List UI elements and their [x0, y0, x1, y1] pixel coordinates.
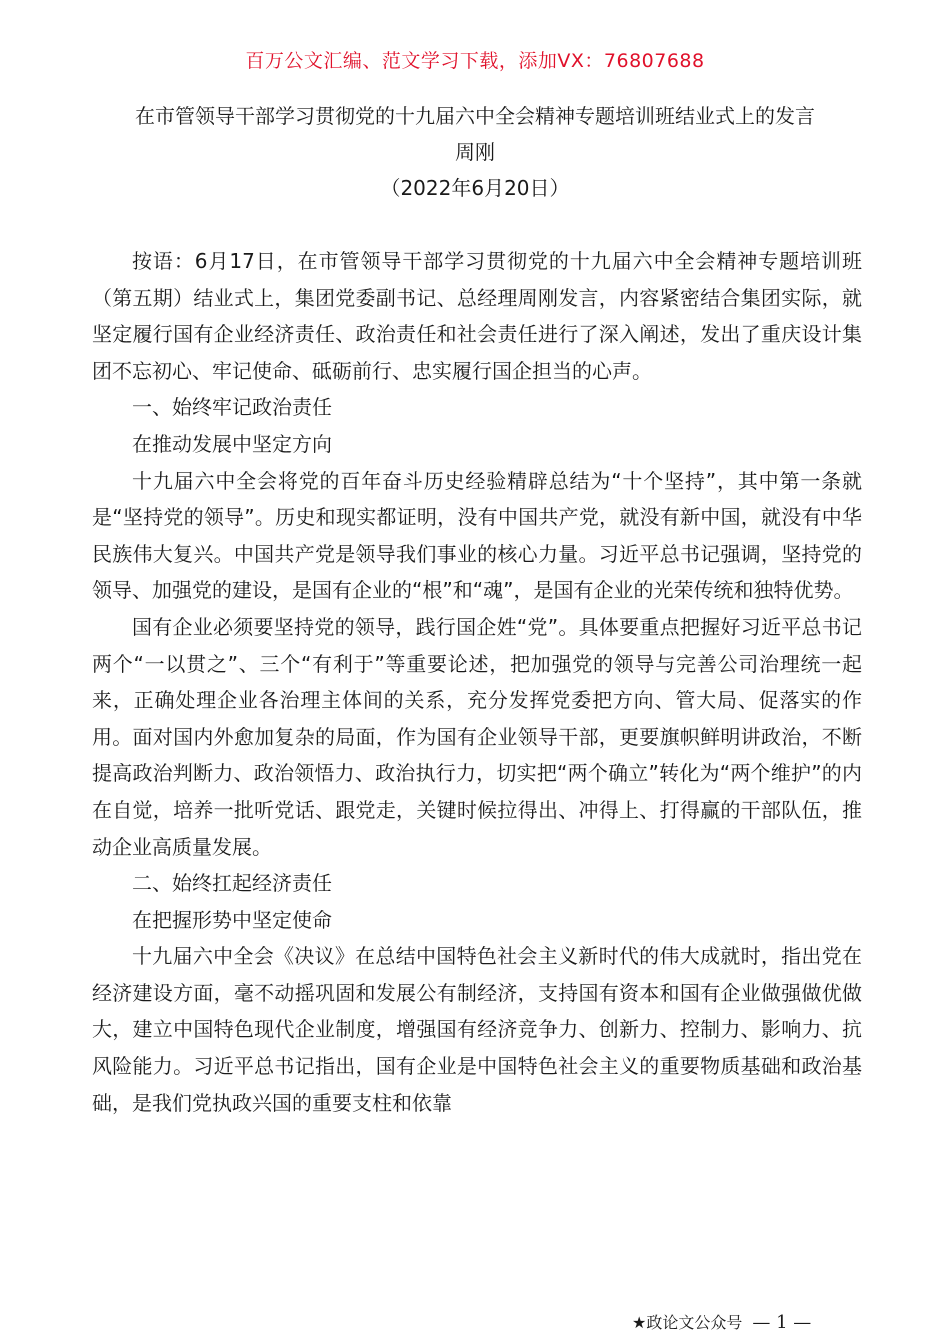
body-paragraph: 国有企业必须要坚持党的领导，践行国企姓“党”。具体要重点把握好习近平总书记两个“一以贯之”、三个“有利于”等重要论述，把加强党的领导与完善公司治理统一起来，正确处理企业各治理主体间的关系，充分发挥党委把方向、管大局、促落实的作用。面对国内外愈加复杂的局面，作为国有企业领导干部，更要旗帜鲜明讲政治，不断提高政治判断力、政治领悟力、政治执行力，切实把“两个确立”转化为“两个维护”的内在自觉，培养一批听党话、跟党走，关键时候拉得出、冲得上、打得赢的干部队伍，推动企业高质量发展。 [92, 614, 862, 859]
author-name: 周刚 [455, 140, 495, 164]
section-heading-1: 一、始终牢记政治责任 [132, 395, 332, 420]
document-date: （2022年6月20日） [380, 176, 570, 200]
document-body [92, 243, 862, 1121]
footer-source: ★政论文公众号 [632, 1313, 743, 1332]
page-number: — 1 — [752, 1312, 812, 1333]
editor-note-paragraph: 按语：6月17日，在市管领导干部学习贯彻党的十九届六中全会精神专题培训班（第五期）结业式上，集团党委副书记、总经理周刚发言，内容紧密结合集团实际，就坚定履行国有企业经济责任、政治责任和社会责任进行了深入阐述，发出了重庆设计集团不忘初心、牢记使命、砥砺前行、忠实履行国企担当的心声。 [92, 249, 862, 383]
body-paragraph: 十九届六中全会《决议》在总结中国特色社会主义新时代的伟大成就时，指出党在经济建设方面，毫不动摇巩固和发展公有制经济，支持国有资本和国有企业做强做优做大，建立中国特色现代企业制度，增强国有经济竞争力、创新力、控制力、影响力、抗风险能力。习近平总书记指出，国有企业是中国特色社会主义的重要物质基础和政治基础，是我们党执政兴国的重要支柱和依靠 [92, 944, 862, 1115]
section-subheading-2: 在把握形势中坚定使命 [132, 907, 332, 932]
document-title: 在市管领导干部学习贯彻党的十九届六中全会精神专题培训班结业式上的发言 [135, 104, 815, 128]
page-footer [632, 1310, 811, 1333]
title-block [60, 98, 890, 206]
section-subheading-1: 在推动发展中坚定方向 [132, 431, 332, 456]
header-banner: 百万公文汇编、范文学习下载，添加VX：76807688 [245, 50, 705, 72]
section-heading-2: 二、始终扛起经济责任 [132, 871, 332, 896]
body-paragraph: 十九届六中全会将党的百年奋斗历史经验精辟总结为“十个坚持”，其中第一条就是“坚持党的领导”。历史和现实都证明，没有中国共产党，就没有新中国，就没有中华民族伟大复兴。中国共产党是领导我们事业的核心力量。习近平总书记强调，坚持党的领导、加强党的建设，是国有企业的“根”和“魂”，是国有企业的光荣传统和独特优势。 [92, 468, 862, 603]
